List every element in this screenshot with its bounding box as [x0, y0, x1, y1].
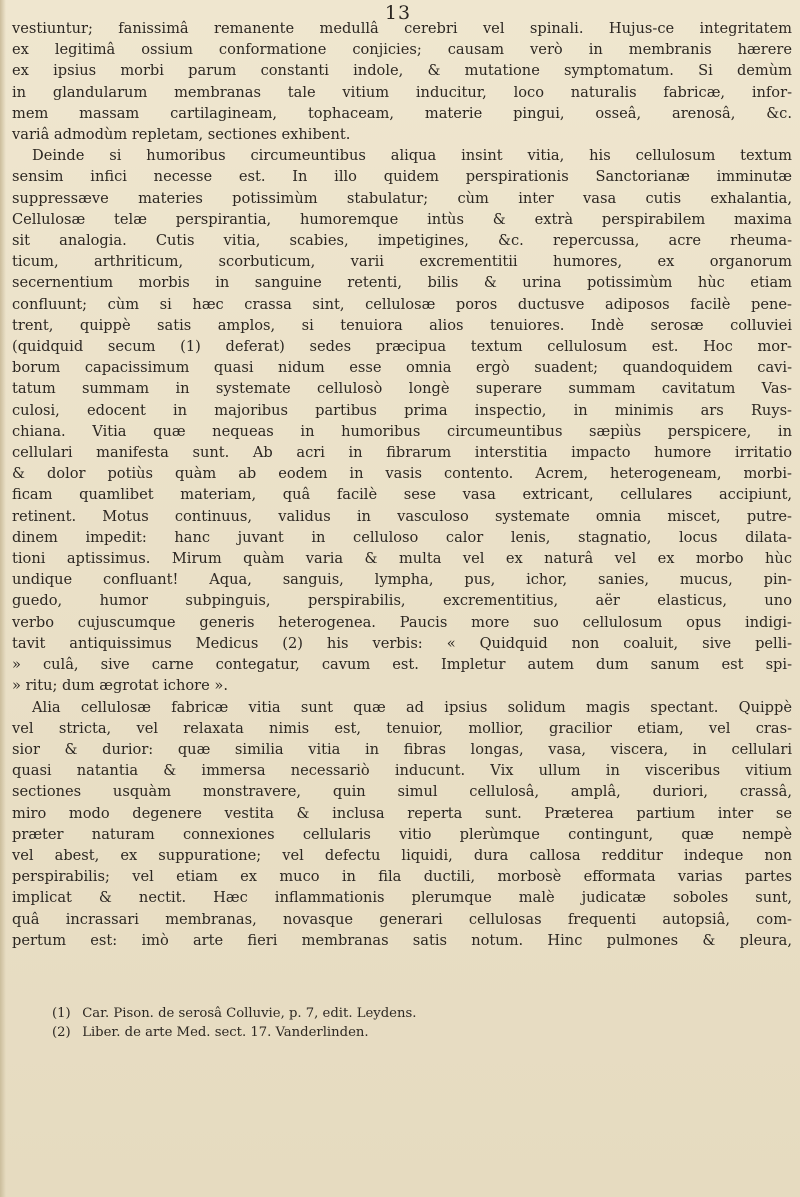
- text-line: perspirabilis; vel etiam ex muco in fila ductili, morbosè efformata varias partes: [12, 868, 792, 886]
- text-line: variâ admodùm repletam, sectiones exhibent.: [12, 126, 351, 144]
- text-line: sior & durior: quæ similia vitia in fibras longas, vasa, viscera, in cellulari: [12, 740, 792, 758]
- text-line: tioni aptissimus. Mirum quàm varia & multa vel ex naturâ vel ex morbo hùc: [12, 550, 792, 568]
- footnote-text: Car. Pison. de serosâ Colluvie, p. 7, edit. Leydens.: [82, 1006, 417, 1021]
- text-line: Alia cellulosæ fabricæ vitia sunt quæ ad ipsius solidum magis spectant. Quippè: [32, 698, 792, 716]
- text-line: chiana. Vitia quæ nequeas in humoribus circumeuntibus sæpiùs perspicere, in: [12, 422, 792, 440]
- text-line: sectiones usquàm monstravere, quin simul cellulosâ, amplâ, duriori, crassâ,: [12, 783, 792, 801]
- text-line: pertum est: imò arte fieri membranas satis notum. Hinc pulmones & pleura,: [12, 931, 792, 949]
- text-line: vestiuntur; fanissimâ remanente medullâ cerebri vel spinali. Hujus-ce integritatem: [12, 20, 792, 37]
- text-line: suppressæve materies potissimùm stabulatur; cùm inter vasa cutis exhalantia,: [12, 189, 792, 207]
- text-line: ex legitimâ ossium conformatione conjicies; causam verò in membranis hærere: [12, 41, 792, 59]
- text-line: guedo, humor subpinguis, perspirabilis, excrementitius, aër elasticus, uno: [12, 592, 792, 610]
- text-line: quasi natantia & immersa necessariò inducunt. Vix ullum in visceribus vitium: [12, 762, 792, 780]
- footnote: [52, 1024, 752, 1043]
- text-line: ticum, arthriticum, scorbuticum, varii excrementitii humores, ex organorum: [12, 253, 792, 271]
- text-line: implicat & nectit. Hæc inflammationis plerumque malè judicatæ soboles sunt,: [12, 889, 792, 907]
- text-line: miro modo degenere vestita & inclusa reperta sunt. Præterea partium inter se: [12, 804, 792, 822]
- text-line: tavit antiquissimus Medicus (2) his verbis: « Quidquid non coaluit, sive pelli-: [12, 634, 792, 652]
- text-line: undique confluant! Aqua, sanguis, lympha, pus, ichor, sanies, mucus, pin-: [12, 571, 792, 589]
- text-line: præter naturam connexiones cellularis vitio plerùmque contingunt, quæ nempè: [12, 825, 792, 843]
- text-line: cellulari manifesta sunt. Ab acri in fibrarum interstitia impacto humore irritatio: [12, 444, 792, 462]
- text-line: ficam quamlibet materiam, quâ facilè sese vasa extricant, cellulares accipiunt,: [12, 486, 792, 504]
- text-line: ex ipsius morbi parum constanti indole, & mutatione symptomatum. Si demùm: [12, 62, 792, 80]
- text-line: » culâ, sive carne contegatur, cavum est. Impletur autem dum sanum est spi-: [12, 656, 792, 674]
- text-line: mem massam cartilagineam, tophaceam, materie pingui, osseâ, arenosâ, &c.: [12, 104, 792, 122]
- footnote: [52, 1005, 752, 1024]
- text-line: secernentium morbis in sanguine retenti, bilis & urina potissimùm hùc etiam: [12, 274, 792, 292]
- text-line: verbo cujuscumque generis heterogenea. Paucis more suo cellulosum opus indigi-: [12, 613, 792, 631]
- text-line: sit analogia. Cutis vitia, scabies, impetigines, &c. repercussa, acre rheuma-: [12, 232, 792, 250]
- text-line: tatum summam in systemate cellulosò longè superare summam cavitatum Vas-: [12, 380, 792, 398]
- footnotes: [52, 1005, 752, 1042]
- text-line: in glandularum membranas tale vitium inducitur, loco naturalis fabricæ, infor-: [12, 83, 792, 101]
- text-line: dinem impedit: hanc juvant in celluloso calor lenis, stagnatio, locus dilata-: [12, 528, 792, 546]
- footnote-text: Liber. de arte Med. sect. 17. Vanderlinden.: [82, 1024, 369, 1040]
- text-line: Cellulosæ telæ perspirantia, humoremque intùs & extrà perspirabilem maxima: [12, 210, 792, 228]
- text-line: & dolor potiùs quàm ab eodem in vasis contento. Acrem, heterogeneam, morbi-: [12, 465, 792, 483]
- text-line: (quidquid secum (1) deferat) sedes præcipua textum cellulosum est. Hoc mor-: [12, 338, 792, 356]
- text-line: retinent. Motus continuus, validus in vasculoso systemate omnia miscet, putre-: [12, 507, 792, 525]
- body-text: [12, 18, 792, 951]
- footnote-mark: (2): [52, 1024, 71, 1040]
- page-number: 13: [384, 2, 412, 24]
- page-edge-shadow: [0, 0, 6, 1197]
- text-line: trent, quippè satis amplos, si tenuiora alios tenuiores. Indè serosæ colluviei: [12, 316, 792, 334]
- text-line: Deinde si humoribus circumeuntibus aliqua insint vitia, his cellulosum textum: [32, 147, 792, 165]
- text-line: vel stricta, vel relaxata nimis est, tenuior, mollior, gracilior etiam, vel cras-: [12, 719, 792, 737]
- footnote-mark: (1): [52, 1006, 71, 1021]
- text-line: confluunt; cùm si hæc crassa sint, cellulosæ poros ductusve adiposos facilè pene-: [12, 295, 792, 313]
- text-line: culosi, edocent in majoribus partibus prima inspectio, in minimis ars Ruys-: [12, 401, 792, 419]
- text-line: » ritu; dum ægrotat ichore ».: [12, 677, 228, 695]
- text-line: sensim infici necesse est. In illo quidem perspirationis Sanctorianæ imminutæ: [12, 168, 792, 186]
- text-line: borum capacissimum quasi nidum esse omnia ergò suadent; quandoquidem cavi-: [12, 359, 792, 377]
- text-line: quâ incrassari membranas, novasque generari cellulosas frequenti autopsiâ, com-: [12, 910, 792, 928]
- text-line: vel abest, ex suppuratione; vel defectu liquidi, dura callosa redditur indeque non: [12, 846, 792, 864]
